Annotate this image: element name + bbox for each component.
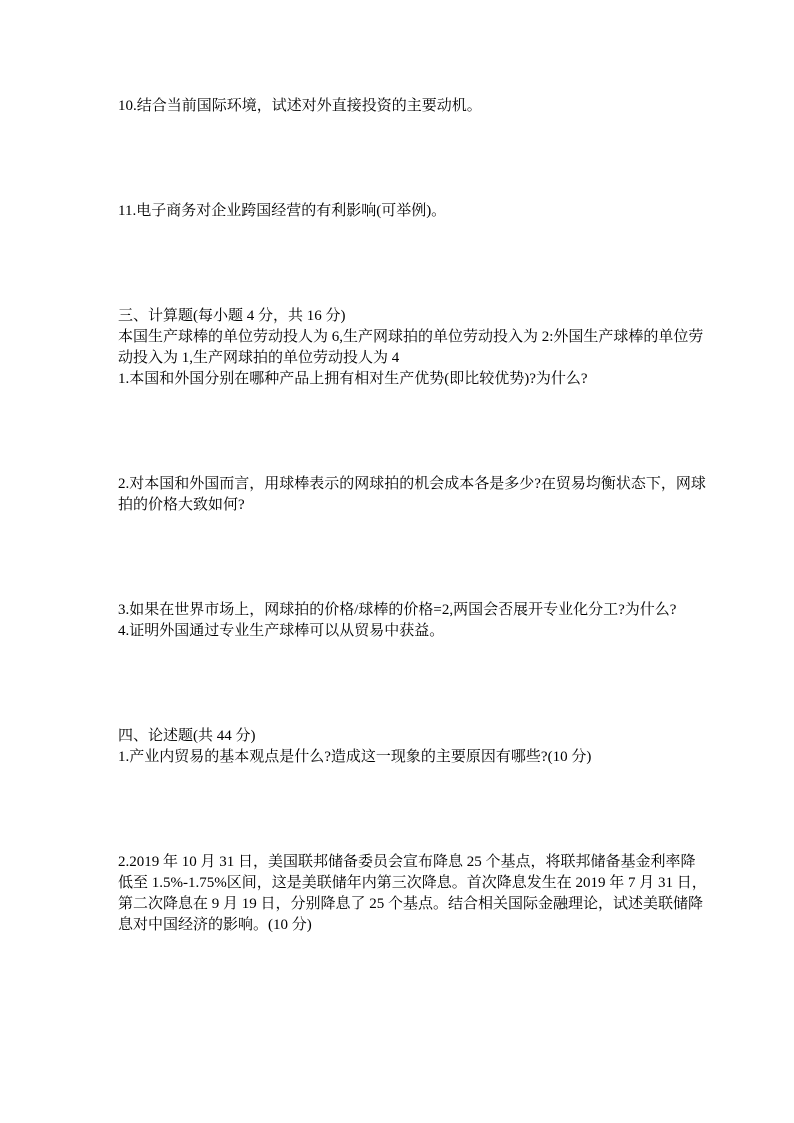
section-essay-heading: 四、论述题(共 44 分) xyxy=(118,728,256,744)
question-11-text: 11.电子商务对企业跨国经营的有利影响(可举例)。 xyxy=(118,203,447,219)
calculation-intro-line-1: 本国生产球棒的单位劳动投人为 6,生产网球拍的单位劳动投入为 2:外国生产球棒的单位劳 xyxy=(118,329,704,345)
page-content xyxy=(118,96,707,936)
essay-question-1-text: 1.产业内贸易的基本观点是什么?造成这一现象的主要原因有哪些?(10 分) xyxy=(118,749,592,765)
calculation-question-2-line-2: 拍的价格大致如何? xyxy=(118,497,245,513)
calculation-question-1-text: 1.本国和外国分别在哪种产品上拥有相对生产优势(即比较优势)?为什么? xyxy=(118,371,588,387)
essay-question-2-line-3: 第二次降息在 9 月 19 日，分别降息了 25 个基点。结合相关国际金融理论，试述美联储降 xyxy=(118,896,704,912)
calculation-intro-line-2: 动投入为 1,生产网球拍的单位劳动投人为 4 xyxy=(118,350,400,366)
calculation-question-3-text: 3.如果在世界市场上，网球拍的价格/球棒的价格=2,两国会否展开专业化分工?为什么? xyxy=(118,602,677,618)
calculation-question-4-text: 4.证明外国通过专业生产球棒可以从贸易中获益。 xyxy=(118,623,445,639)
essay-question-2-line-2: 低至 1.5%-1.75%区间，这是美联储年内第三次降息。首次降息发生在 2019 年 7 月 31 日， xyxy=(118,875,707,891)
essay-question-2-line-1: 2.2019 年 10 月 31 日，美国联邦储备委员会宣布降息 25 个基点，将联邦储备基金利率降 xyxy=(118,854,696,870)
section-calculation-heading: 三、计算题(每小题 4 分，共 16 分) xyxy=(118,308,346,324)
essay-question-2-line-4: 息对中国经济的影响。(10 分) xyxy=(118,917,312,933)
question-10-text: 10.结合当前国际环境，试述对外直接投资的主要动机。 xyxy=(118,98,482,114)
calculation-question-2-line-1: 2.对本国和外国而言，用球棒表示的网球拍的机会成本各是多少?在贸易均衡状态下，网球 xyxy=(118,476,706,492)
